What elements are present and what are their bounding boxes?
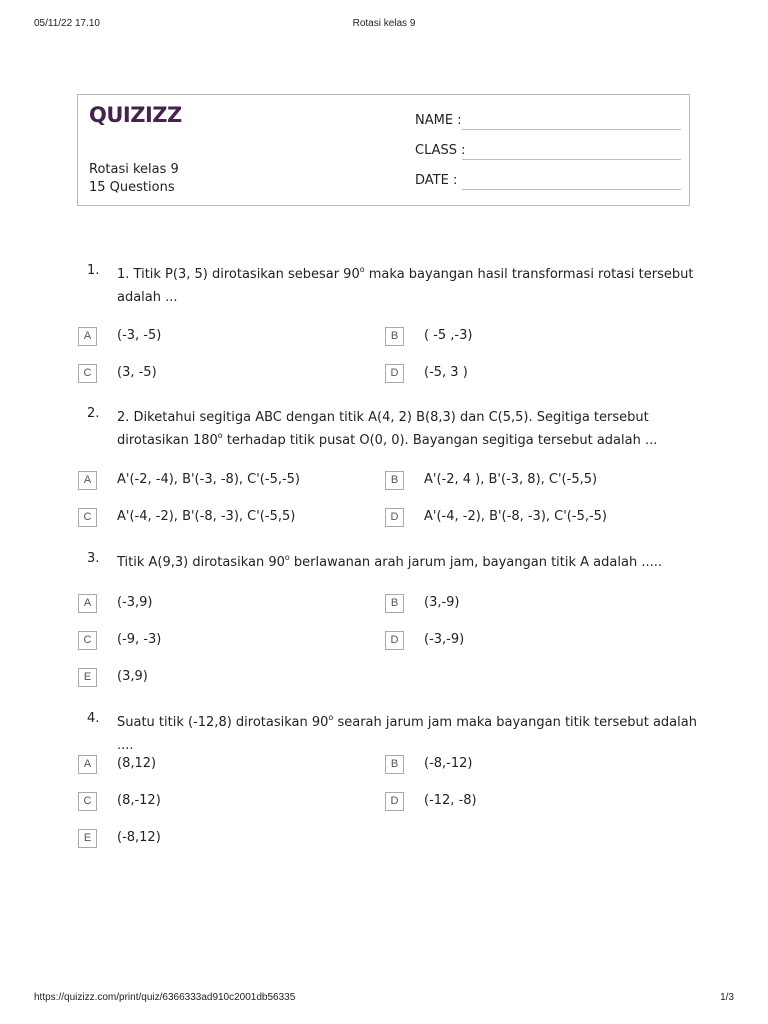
option-text: (3,-9)	[424, 595, 460, 610]
option-letter: D	[385, 792, 404, 811]
option-letter: B	[385, 755, 404, 774]
question-number: 4.	[87, 711, 100, 726]
question-text: Titik A(9,3) dirotasikan 90$^o$ berlawanan arah jarum jam, bayangan titik A adalah .....	[117, 553, 662, 570]
option-text: A'(-2, -4), B'(-3, -8), C'(-5,-5)	[117, 472, 301, 487]
option-text: A'(-4, -2), B'(-8, -3), C'(-5,-5)	[424, 509, 608, 524]
option-letter: E	[78, 668, 97, 687]
option-letter: B	[385, 471, 404, 490]
question-number: 1.	[87, 263, 100, 278]
date-label: DATE :	[415, 173, 458, 188]
quiz-title: Rotasi kelas 9	[89, 162, 179, 177]
class-field[interactable]	[415, 143, 681, 163]
option-text: A'(-2, 4 ), B'(-3, 8), C'(-5,5)	[424, 472, 598, 487]
option-text: (3, -5)	[117, 365, 157, 380]
option-letter: B	[385, 327, 404, 346]
option-letter: C	[78, 508, 97, 527]
name-field[interactable]	[415, 113, 681, 133]
option-text: A'(-4, -2), B'(-8, -3), C'(-5,5)	[117, 509, 296, 524]
page-number: 1/3	[720, 992, 734, 1003]
name-line[interactable]	[462, 129, 681, 130]
option-letter: D	[385, 631, 404, 650]
option-text: (-3, -5)	[117, 328, 162, 343]
question-text: 2. Diketahui segitiga ABC dengan titik A(4, 2) B(8,3) dan C(5,5). Segitiga tersebut dirotasikan 180$^o$ terhadap titik pusat O(0, 0). Bayangan segitiga tersebut adalah ...	[117, 410, 658, 448]
question-count: 15 Questions	[89, 180, 175, 195]
option-text: (8,12)	[117, 756, 157, 771]
option-text: (-12, -8)	[424, 793, 477, 808]
class-line[interactable]	[462, 159, 681, 160]
option-letter: D	[385, 508, 404, 527]
option-letter: A	[78, 755, 97, 774]
question-text: 1. Titik P(3, 5) dirotasikan sebesar 90$^o$ maka bayangan hasil transformasi rotasi tersebut adalah ...	[117, 265, 694, 305]
option-letter: A	[78, 327, 97, 346]
option-text: (-8,12)	[117, 830, 161, 845]
print-date: 05/11/22 17.10	[34, 18, 100, 29]
option-letter: C	[78, 631, 97, 650]
question-number: 3.	[87, 551, 100, 566]
option-text: (-9, -3)	[117, 632, 162, 647]
page-url: https://quizizz.com/print/quiz/6366333ad910c2001db56335	[34, 992, 296, 1003]
option-text: (3,9)	[117, 669, 148, 684]
option-letter: E	[78, 829, 97, 848]
question-number: 2.	[87, 406, 100, 421]
quizizz-logo: QUIZIZZ	[89, 103, 182, 127]
class-label: CLASS :	[415, 143, 466, 158]
print-footer	[34, 992, 734, 1006]
option-letter: A	[78, 471, 97, 490]
option-letter: A	[78, 594, 97, 613]
option-letter: C	[78, 792, 97, 811]
option-letter: B	[385, 594, 404, 613]
print-title: Rotasi kelas 9	[352, 18, 416, 29]
option-text: (-5, 3 )	[424, 365, 468, 380]
date-field[interactable]	[415, 173, 681, 193]
option-text: (-3,9)	[117, 595, 153, 610]
date-line[interactable]	[462, 189, 681, 190]
option-letter: D	[385, 364, 404, 383]
option-text: ( -5 ,-3)	[424, 328, 473, 343]
name-label: NAME :	[415, 113, 462, 128]
option-letter: C	[78, 364, 97, 383]
question-text: Suatu titik (-12,8) dirotasikan 90$^o$ searah jarum jam maka bayangan titik tersebut adalah ....	[117, 713, 697, 753]
option-text: (8,-12)	[117, 793, 161, 808]
option-text: (-8,-12)	[424, 756, 473, 771]
quiz-header-box	[77, 94, 690, 206]
print-header	[34, 18, 734, 32]
option-text: (-3,-9)	[424, 632, 465, 647]
